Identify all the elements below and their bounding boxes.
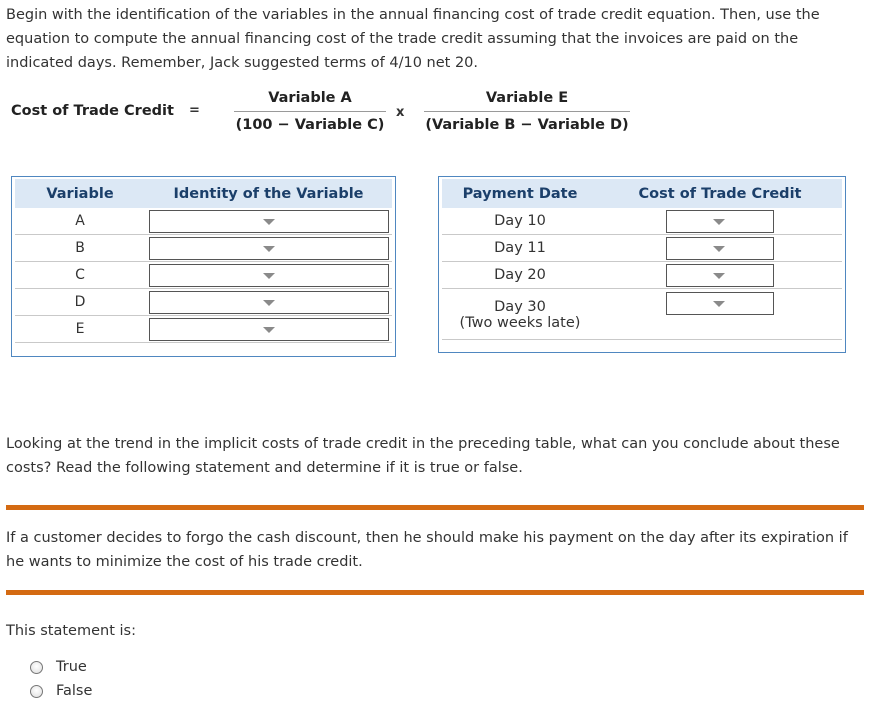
table-row (442, 208, 842, 235)
variable-label: D (15, 289, 145, 316)
variable-label: C (15, 262, 145, 289)
variable-label: A (15, 208, 145, 235)
table-row (15, 208, 392, 235)
payment-date-note: (Two weeks late) (442, 315, 598, 340)
intro-paragraph: Begin with the identification of the variables in the annual financing cost of trade credit equation. Then, use the equation to compute the annual financing cost of the trade credit assuming that the invoices are paid on the indicated days. Remember, Jack suggested terms of 4/10 net 20. (6, 7, 820, 71)
header-identity: Identity of the Variable (145, 179, 392, 208)
chevron-down-icon (713, 246, 725, 252)
table-row (15, 316, 392, 343)
header-cost-of-trade-credit: Cost of Trade Credit (598, 179, 842, 208)
chevron-down-icon (713, 301, 725, 307)
trend-question: Looking at the trend in the implicit costs of trade credit in the preceding table, what can you conclude about these costs? Read the following statement and determine if it is true or false. (6, 436, 840, 476)
payment-table (438, 176, 846, 353)
fraction-variable-e-over-b-minus-d (424, 86, 630, 136)
chevron-down-icon (713, 273, 725, 279)
formula-label: Cost of Trade Credit (11, 103, 174, 119)
chevron-down-icon (713, 219, 725, 225)
table-row (15, 235, 392, 262)
equals-sign: = (189, 103, 200, 118)
fraction1-numerator: Variable A (268, 90, 352, 106)
chevron-down-icon (263, 327, 275, 333)
chevron-down-icon (263, 246, 275, 252)
header-payment-date: Payment Date (442, 179, 598, 208)
option-label: False (56, 683, 93, 699)
cost-dropdown-day-30[interactable] (666, 292, 774, 315)
table-row (442, 289, 842, 316)
fraction1-denominator: (100 − Variable C) (235, 117, 385, 133)
payment-date-day-30: Day 30 (494, 299, 546, 315)
statement-prompt: This statement is: (6, 623, 136, 639)
chevron-down-icon (263, 300, 275, 306)
cost-dropdown-day-20[interactable] (666, 264, 774, 287)
divider-bottom (6, 590, 864, 595)
option-label: True (56, 659, 87, 675)
variable-table (11, 176, 396, 357)
identity-dropdown-e[interactable] (149, 318, 389, 341)
payment-date: Day 11 (442, 235, 598, 262)
radio-button-icon[interactable] (30, 685, 43, 698)
table-row (442, 235, 842, 262)
chevron-down-icon (263, 219, 275, 225)
variable-label: B (15, 235, 145, 262)
payment-date: Day 20 (442, 262, 598, 289)
times-sign: x (396, 105, 405, 120)
payment-date: Day 10 (442, 208, 598, 235)
table-row (442, 315, 842, 340)
table-row (15, 289, 392, 316)
divider-top (6, 505, 864, 510)
fraction2-numerator: Variable E (485, 90, 569, 106)
table-row (442, 262, 842, 289)
identity-dropdown-b[interactable] (149, 237, 389, 260)
table-row (15, 262, 392, 289)
chevron-down-icon (263, 273, 275, 279)
identity-dropdown-d[interactable] (149, 291, 389, 314)
radio-button-icon[interactable] (30, 661, 43, 674)
header-variable: Variable (15, 179, 145, 208)
payment-date (442, 289, 598, 316)
cost-dropdown-day-11[interactable] (666, 237, 774, 260)
identity-dropdown-a[interactable] (149, 210, 389, 233)
variable-label: E (15, 316, 145, 343)
cost-dropdown-day-10[interactable] (666, 210, 774, 233)
fraction-variable-a-over-c (234, 86, 386, 136)
statement-text: If a customer decides to forgo the cash discount, then he should make his payment on the day after its expiration if he wants to minimize the cost of his trade credit. (6, 530, 848, 570)
option-false[interactable] (30, 681, 92, 701)
identity-dropdown-c[interactable] (149, 264, 389, 287)
fraction2-denominator: (Variable B − Variable D) (425, 117, 629, 133)
option-true[interactable] (30, 657, 87, 677)
